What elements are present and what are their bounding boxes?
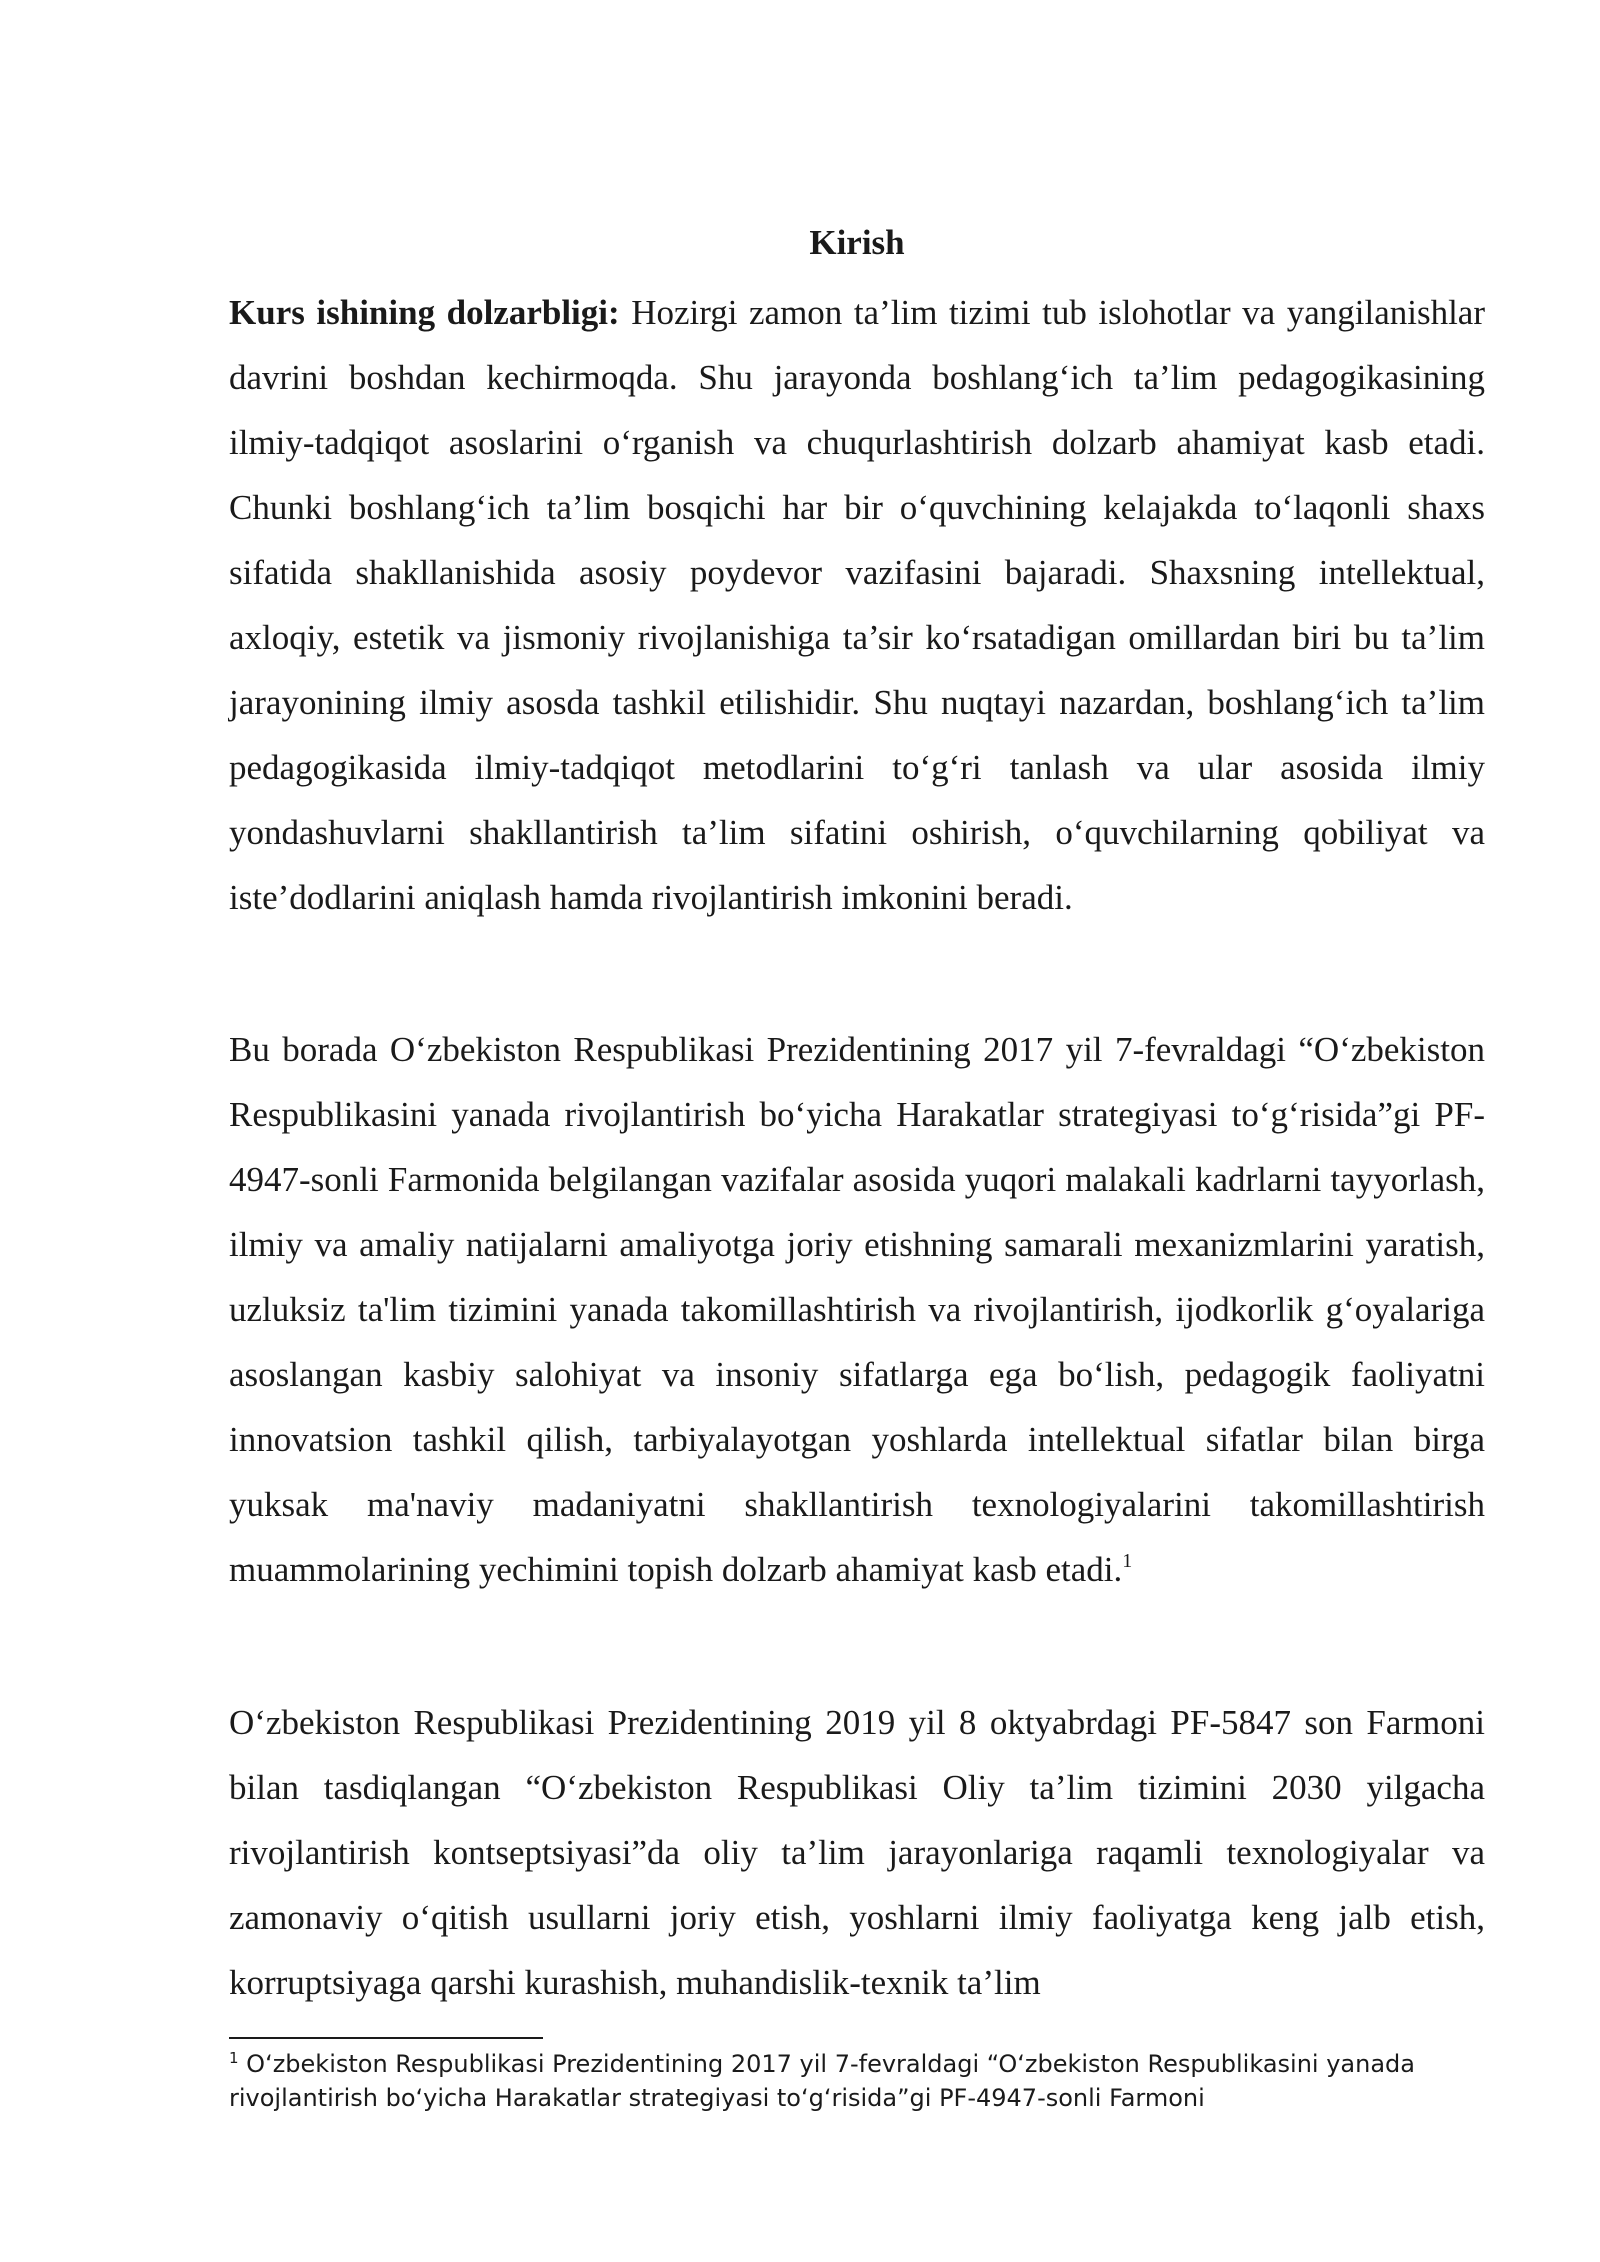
paragraph-decree-2019 <box>229 1690 1485 2015</box>
paragraph-text: Hozirgi zamon ta’lim tizimi tub islohotlar va yangilanishlar davrini boshdan kechirmoqda. Shu jarayonda boshlang‘ich ta’lim pedagogikasining ilmiy-tadqiqot asoslarini o‘rganish va chuqurlashtirish dolzarb ahamiyat kasb etadi. Chunki boshlang‘ich ta’lim bosqichi har bir o‘quvchining kelajakda to‘laqonli shaxs sifatida shakllanishida asosiy poydevor vazifasini bajaradi. Shaxsning intellektual, axloqiy, estetik va jismoniy rivojlanishiga ta’sir ko‘rsatadigan omillardan biri bu ta’lim jarayonining ilmiy asosda tashkil etilishidir. Shu nuqtayi nazardan, boshlang‘ich ta’lim pedagogikasida ilmiy-tadqiqot metodlarini to‘g‘ri tanlash va ular asosida ilmiy yondashuvlarni shakllantirish ta’lim sifatini oshirish, o‘quvchilarning qobiliyat va iste’dodlarini aniqlash hamda rivojlantirish imkonini beradi. <box>229 293 1485 917</box>
paragraph-lead: Kurs ishining dolzarbligi: <box>229 293 620 332</box>
paragraph-text: Bu borada O‘zbekiston Respublikasi Prezidentining 2017 yil 7-fevraldagi “O‘zbekiston Respublikasini yanada rivojlantirish bo‘yicha Harakatlar strategiyasi to‘g‘risida”gi PF-4947-sonli Farmonida belgilangan vazifalar asosida yuqori malakali kadrlarni tayyorlash, ilmiy va amaliy natijalarni amaliyotga joriy etishning samarali mexanizmlarini yaratish, uzluksiz ta'lim tizimini yanada takomillashtirish va rivojlantirish, ijodkorlik g‘oyalariga asoslangan kasbiy salohiyat va insoniy sifatlarga ega bo‘lish, pedagogik faoliyatni innovatsion tashkil qilish, tarbiyalayotgan yoshlarda intellektual sifatlar bilan birga yuksak ma'naviy madaniyatni shakllantirish texnologiyalarini takomillashtirish muammolarining yechimini topish dolzarb ahamiyat kasb etadi. <box>229 1030 1485 1589</box>
paragraph-text: O‘zbekiston Respublikasi Prezidentining 2019 yil 8 oktyabrdagi PF-5847 son Farmoni bilan tasdiqlangan “O‘zbekiston Respublikasi Oliy ta’lim tizimini 2030 yilgacha rivojlantirish kontseptsiyasi”da oliy ta’lim jarayonlariga raqamli texnologiyalar va zamonaviy o‘qitish usullarni joriy etish, yoshlarni ilmiy faoliyatga keng jalb etish, korruptsiyaga qarshi kurashish, muhandislik-texnik ta’lim <box>229 1703 1485 2002</box>
paragraph-decree-2017 <box>229 1017 1485 1602</box>
footnote-text: O‘zbekiston Respublikasi Prezidentining 2017 yil 7-fevraldagi “O‘zbekiston Respublikasini yanada rivojlantirish bo‘yicha Harakatlar strategiyasi to‘g‘risida”gi PF-4947-sonli Farmoni <box>229 2050 1415 2112</box>
footnote-marker: 1 <box>229 2049 239 2067</box>
page-title: Kirish <box>809 223 905 262</box>
footnote-reference[interactable]: 1 <box>1122 1550 1133 1572</box>
footnote <box>229 2047 1485 2115</box>
footnote-separator <box>229 2037 543 2039</box>
paragraph-relevance <box>229 280 1485 930</box>
